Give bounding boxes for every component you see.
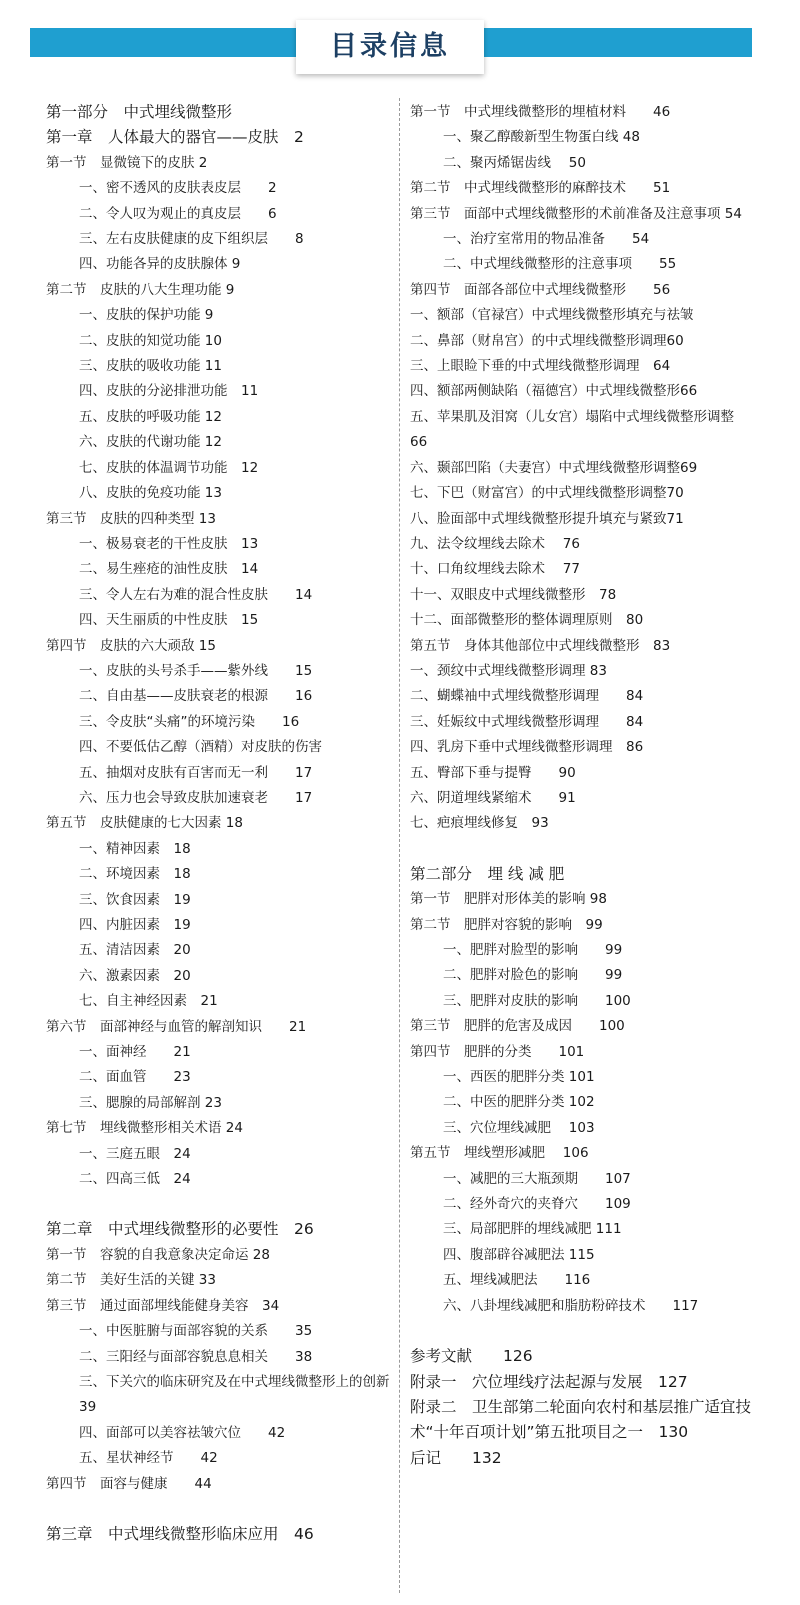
toc-entry-section: 第五节 埋线塑形减肥 106 bbox=[410, 1145, 589, 1162]
toc-entry-chapter: 后记 132 bbox=[410, 1448, 502, 1467]
toc-entry-section: 第六节 面部神经与血管的解剖知识 21 bbox=[46, 1018, 307, 1035]
toc-entry-section: 第一节 显微镜下的皮肤 2 bbox=[46, 154, 208, 171]
toc-entry-item: 四、不要低估乙醇（酒精）对皮肤的伤害 bbox=[79, 739, 322, 756]
toc-entry-section: 六、颞部凹陷（夫妻宫）中式埋线微整形调整69 bbox=[410, 459, 698, 476]
toc-entry-section: 第四节 面容与健康 44 bbox=[46, 1475, 212, 1492]
toc-entry-section: 第三节 通过面部埋线能健身美容 34 bbox=[46, 1297, 280, 1314]
toc-entry-section: 八、脸面部中式埋线微整形提升填充与紧致71 bbox=[410, 510, 684, 527]
toc-entry-section: 第二节 皮肤的八大生理功能 9 bbox=[46, 281, 235, 298]
toc-entry-section: 九、法令纹埋线去除术 76 bbox=[410, 535, 580, 552]
toc-entry-section: 第五节 皮肤健康的七大因素 18 bbox=[46, 815, 243, 832]
toc-entry-part: 第一部分 中式埋线微整形 bbox=[46, 103, 233, 121]
toc-entry-chapter: 参考文献 126 bbox=[410, 1347, 533, 1366]
toc-entry-item: 二、经外奇穴的夹脊穴 109 bbox=[443, 1196, 631, 1213]
toc-entry-item: 六、激素因素 20 bbox=[79, 967, 191, 984]
toc-entry-section: 五、苹果肌及泪窝（儿女宫）塌陷中式埋线微整形调整 66 bbox=[410, 408, 752, 451]
toc-entry-section: 第三节 面部中式埋线微整形的术前准备及注意事项 54 bbox=[410, 205, 742, 222]
toc-entry-section: 第七节 埋线微整形相关术语 24 bbox=[46, 1120, 243, 1137]
toc-entry-part: 第二部分 埋 线 减 肥 bbox=[410, 864, 565, 883]
toc-entry-item: 二、皮肤的知觉功能 10 bbox=[79, 332, 222, 349]
toc-entry-section: 第二节 美好生活的关键 33 bbox=[46, 1272, 216, 1289]
toc-entry-item: 三、局部肥胖的埋线减肥 111 bbox=[443, 1221, 622, 1238]
toc-entry-item: 八、皮肤的免疫功能 13 bbox=[79, 485, 222, 502]
toc-entry-item: 一、精神因素 18 bbox=[79, 840, 191, 857]
toc-entry-item: 一、西医的肥胖分类 101 bbox=[443, 1069, 595, 1086]
toc-entry-item: 六、八卦埋线减肥和脂肪粉碎技术 117 bbox=[443, 1297, 699, 1314]
toc-entry-item: 七、自主神经因素 21 bbox=[79, 993, 218, 1010]
toc-entry-item: 三、皮肤的吸收功能 11 bbox=[79, 358, 222, 375]
toc-entry-item: 二、三阳经与面部容貌息息相关 38 bbox=[79, 1348, 313, 1365]
toc-entry-section: 第三节 肥胖的危害及成因 100 bbox=[410, 1018, 625, 1035]
toc-entry-item: 二、自由基——皮肤衰老的根源 16 bbox=[79, 688, 313, 705]
toc-entry-item: 二、环境因素 18 bbox=[79, 866, 191, 883]
toc-entry-section: 七、疤痕埋线修复 93 bbox=[410, 815, 549, 832]
toc-entry-section: 第一节 容貌的自我意象决定命运 28 bbox=[46, 1246, 270, 1263]
toc-entry-item: 五、星状神经节 42 bbox=[79, 1450, 218, 1467]
toc-entry-item: 四、腹部辟谷减肥法 115 bbox=[443, 1246, 595, 1263]
toc-entry-item: 一、治疗室常用的物品准备 54 bbox=[443, 231, 650, 248]
toc-entry-item: 三、穴位埋线减肥 103 bbox=[443, 1119, 595, 1136]
toc-entry-section: 第二节 肥胖对容貌的影响 99 bbox=[410, 916, 603, 933]
toc-entry-section: 五、臀部下垂与提臀 90 bbox=[410, 764, 576, 781]
toc-entry-item: 一、皮肤的保护功能 9 bbox=[79, 307, 214, 324]
toc-entry-item: 二、聚丙烯锯齿线 50 bbox=[443, 154, 586, 171]
toc-entry-item: 三、下关穴的临床研究及在中式埋线微整形上的创新 39 bbox=[79, 1373, 394, 1416]
toc-entry-item: 二、面血管 23 bbox=[79, 1069, 191, 1086]
toc-entry-item: 二、肥胖对脸色的影响 99 bbox=[443, 967, 623, 984]
toc-entry-item: 一、中医脏腑与面部容貌的关系 35 bbox=[79, 1323, 313, 1340]
toc-entry-section: 二、蝴蝶袖中式埋线微整形调理 84 bbox=[410, 688, 644, 705]
toc-entry-item: 一、皮肤的头号杀手——紫外线 15 bbox=[79, 662, 313, 679]
toc-entry-item: 一、密不透风的皮肤表皮层 2 bbox=[79, 180, 277, 197]
toc-entry-section: 十一、双眼皮中式埋线微整形 78 bbox=[410, 586, 617, 603]
toc-entry-section: 十二、面部微整形的整体调理原则 80 bbox=[410, 612, 644, 629]
toc-entry-item: 三、令人左右为难的混合性皮肤 14 bbox=[79, 586, 313, 603]
toc-entry-item: 六、皮肤的代谢功能 12 bbox=[79, 434, 222, 451]
toc-entry-item: 三、肥胖对皮肤的影响 100 bbox=[443, 992, 631, 1009]
toc-entry-item: 二、令人叹为观止的真皮层 6 bbox=[79, 205, 277, 222]
toc-entry-section: 十、口角纹埋线去除术 77 bbox=[410, 561, 580, 578]
toc-entry-item: 二、易生痤疮的油性皮肤 14 bbox=[79, 561, 259, 578]
toc-right-column bbox=[410, 100, 755, 1471]
toc-entry-item: 三、左右皮肤健康的皮下组织层 8 bbox=[79, 231, 304, 248]
toc-entry-item: 六、压力也会导致皮肤加速衰老 17 bbox=[79, 789, 313, 806]
toc-entry-chapter: 第一章 人体最大的器官——皮肤 2 bbox=[46, 128, 304, 147]
toc-entry-section: 第四节 面部各部位中式埋线微整形 56 bbox=[410, 281, 671, 298]
toc-entry-section: 第四节 皮肤的六大顽敌 15 bbox=[46, 637, 216, 654]
toc-entry-item: 三、腮腺的局部解剖 23 bbox=[79, 1094, 222, 1111]
toc-entry-section: 一、颈纹中式埋线微整形调理 83 bbox=[410, 662, 607, 679]
toc-entry-item: 三、令皮肤“头痛”的环境污染 16 bbox=[79, 713, 300, 730]
toc-entry-item: 二、四高三低 24 bbox=[79, 1171, 191, 1188]
toc-entry-item: 七、皮肤的体温调节功能 12 bbox=[79, 459, 259, 476]
toc-entry-section: 三、上眼睑下垂的中式埋线微整形调理 64 bbox=[410, 358, 671, 375]
toc-entry-item: 五、清洁因素 20 bbox=[79, 942, 191, 959]
toc-entry-section: 第一节 肥胖对形体美的影响 98 bbox=[410, 891, 607, 908]
toc-entry-section: 第五节 身体其他部位中式埋线微整形 83 bbox=[410, 637, 671, 654]
toc-entry-section: 七、下巴（财富宫）的中式埋线微整形调整70 bbox=[410, 485, 684, 502]
toc-entry-section: 三、妊娠纹中式埋线微整形调理 84 bbox=[410, 713, 644, 730]
toc-entry-item: 五、抽烟对皮肤有百害而无一利 17 bbox=[79, 764, 313, 781]
toc-entry-item: 一、聚乙醇酸新型生物蛋白线 48 bbox=[443, 129, 640, 146]
toc-entry-section: 一、额部（官禄宫）中式埋线微整形填充与祛皱 bbox=[410, 307, 694, 324]
toc-left-column bbox=[46, 100, 394, 1547]
toc-entry-section: 四、额部两侧缺陷（福德宫）中式埋线微整形66 bbox=[410, 383, 698, 400]
toc-entry-section: 第四节 肥胖的分类 101 bbox=[410, 1043, 585, 1060]
toc-entry-section: 第一节 中式埋线微整形的埋植材料 46 bbox=[410, 104, 671, 120]
toc-entry-item: 五、埋线减肥法 116 bbox=[443, 1272, 591, 1289]
toc-entry-section: 二、鼻部（财帛宫）的中式埋线微整形调理60 bbox=[410, 332, 684, 349]
toc-entry-item: 四、皮肤的分泌排泄功能 11 bbox=[79, 383, 259, 400]
toc-entry-item: 四、天生丽质的中性皮肤 15 bbox=[79, 612, 259, 629]
toc-entry-section: 四、乳房下垂中式埋线微整形调理 86 bbox=[410, 739, 644, 756]
column-divider bbox=[399, 98, 400, 1593]
toc-entry-item: 四、功能各异的皮肤腺体 9 bbox=[79, 256, 241, 273]
page-title: 目录信息 bbox=[296, 20, 484, 74]
toc-entry-item: 三、饮食因素 19 bbox=[79, 891, 191, 908]
toc-entry-chapter: 附录二 卫生部第二轮面向农村和基层推广适宜技术“十年百项计划”第五批项目之一 130 bbox=[410, 1397, 752, 1442]
toc-entry-section: 六、阴道埋线紧缩术 91 bbox=[410, 789, 576, 806]
toc-entry-item: 一、减肥的三大瓶颈期 107 bbox=[443, 1170, 631, 1187]
toc-entry-item: 四、内脏因素 19 bbox=[79, 917, 191, 933]
toc-entry-item: 一、面神经 21 bbox=[79, 1044, 191, 1061]
toc-entry-chapter: 第三章 中式埋线微整形临床应用 46 bbox=[46, 1524, 314, 1543]
toc-entry-section: 第三节 皮肤的四种类型 13 bbox=[46, 510, 216, 527]
toc-entry-item: 一、极易衰老的干性皮肤 13 bbox=[79, 535, 259, 552]
toc-entry-item: 一、肥胖对脸型的影响 99 bbox=[443, 942, 623, 958]
toc-entry-section: 第二节 中式埋线微整形的麻醉技术 51 bbox=[410, 180, 671, 197]
toc-entry-chapter: 第二章 中式埋线微整形的必要性 26 bbox=[46, 1220, 314, 1239]
toc-entry-item: 五、皮肤的呼吸功能 12 bbox=[79, 408, 222, 425]
toc-entry-item: 四、面部可以美容祛皱穴位 42 bbox=[79, 1424, 286, 1441]
toc-entry-item: 二、中式埋线微整形的注意事项 55 bbox=[443, 256, 677, 273]
toc-entry-chapter: 附录一 穴位埋线疗法起源与发展 127 bbox=[410, 1372, 688, 1391]
toc-entry-item: 一、三庭五眼 24 bbox=[79, 1145, 191, 1162]
toc-entry-item: 二、中医的肥胖分类 102 bbox=[443, 1094, 595, 1111]
